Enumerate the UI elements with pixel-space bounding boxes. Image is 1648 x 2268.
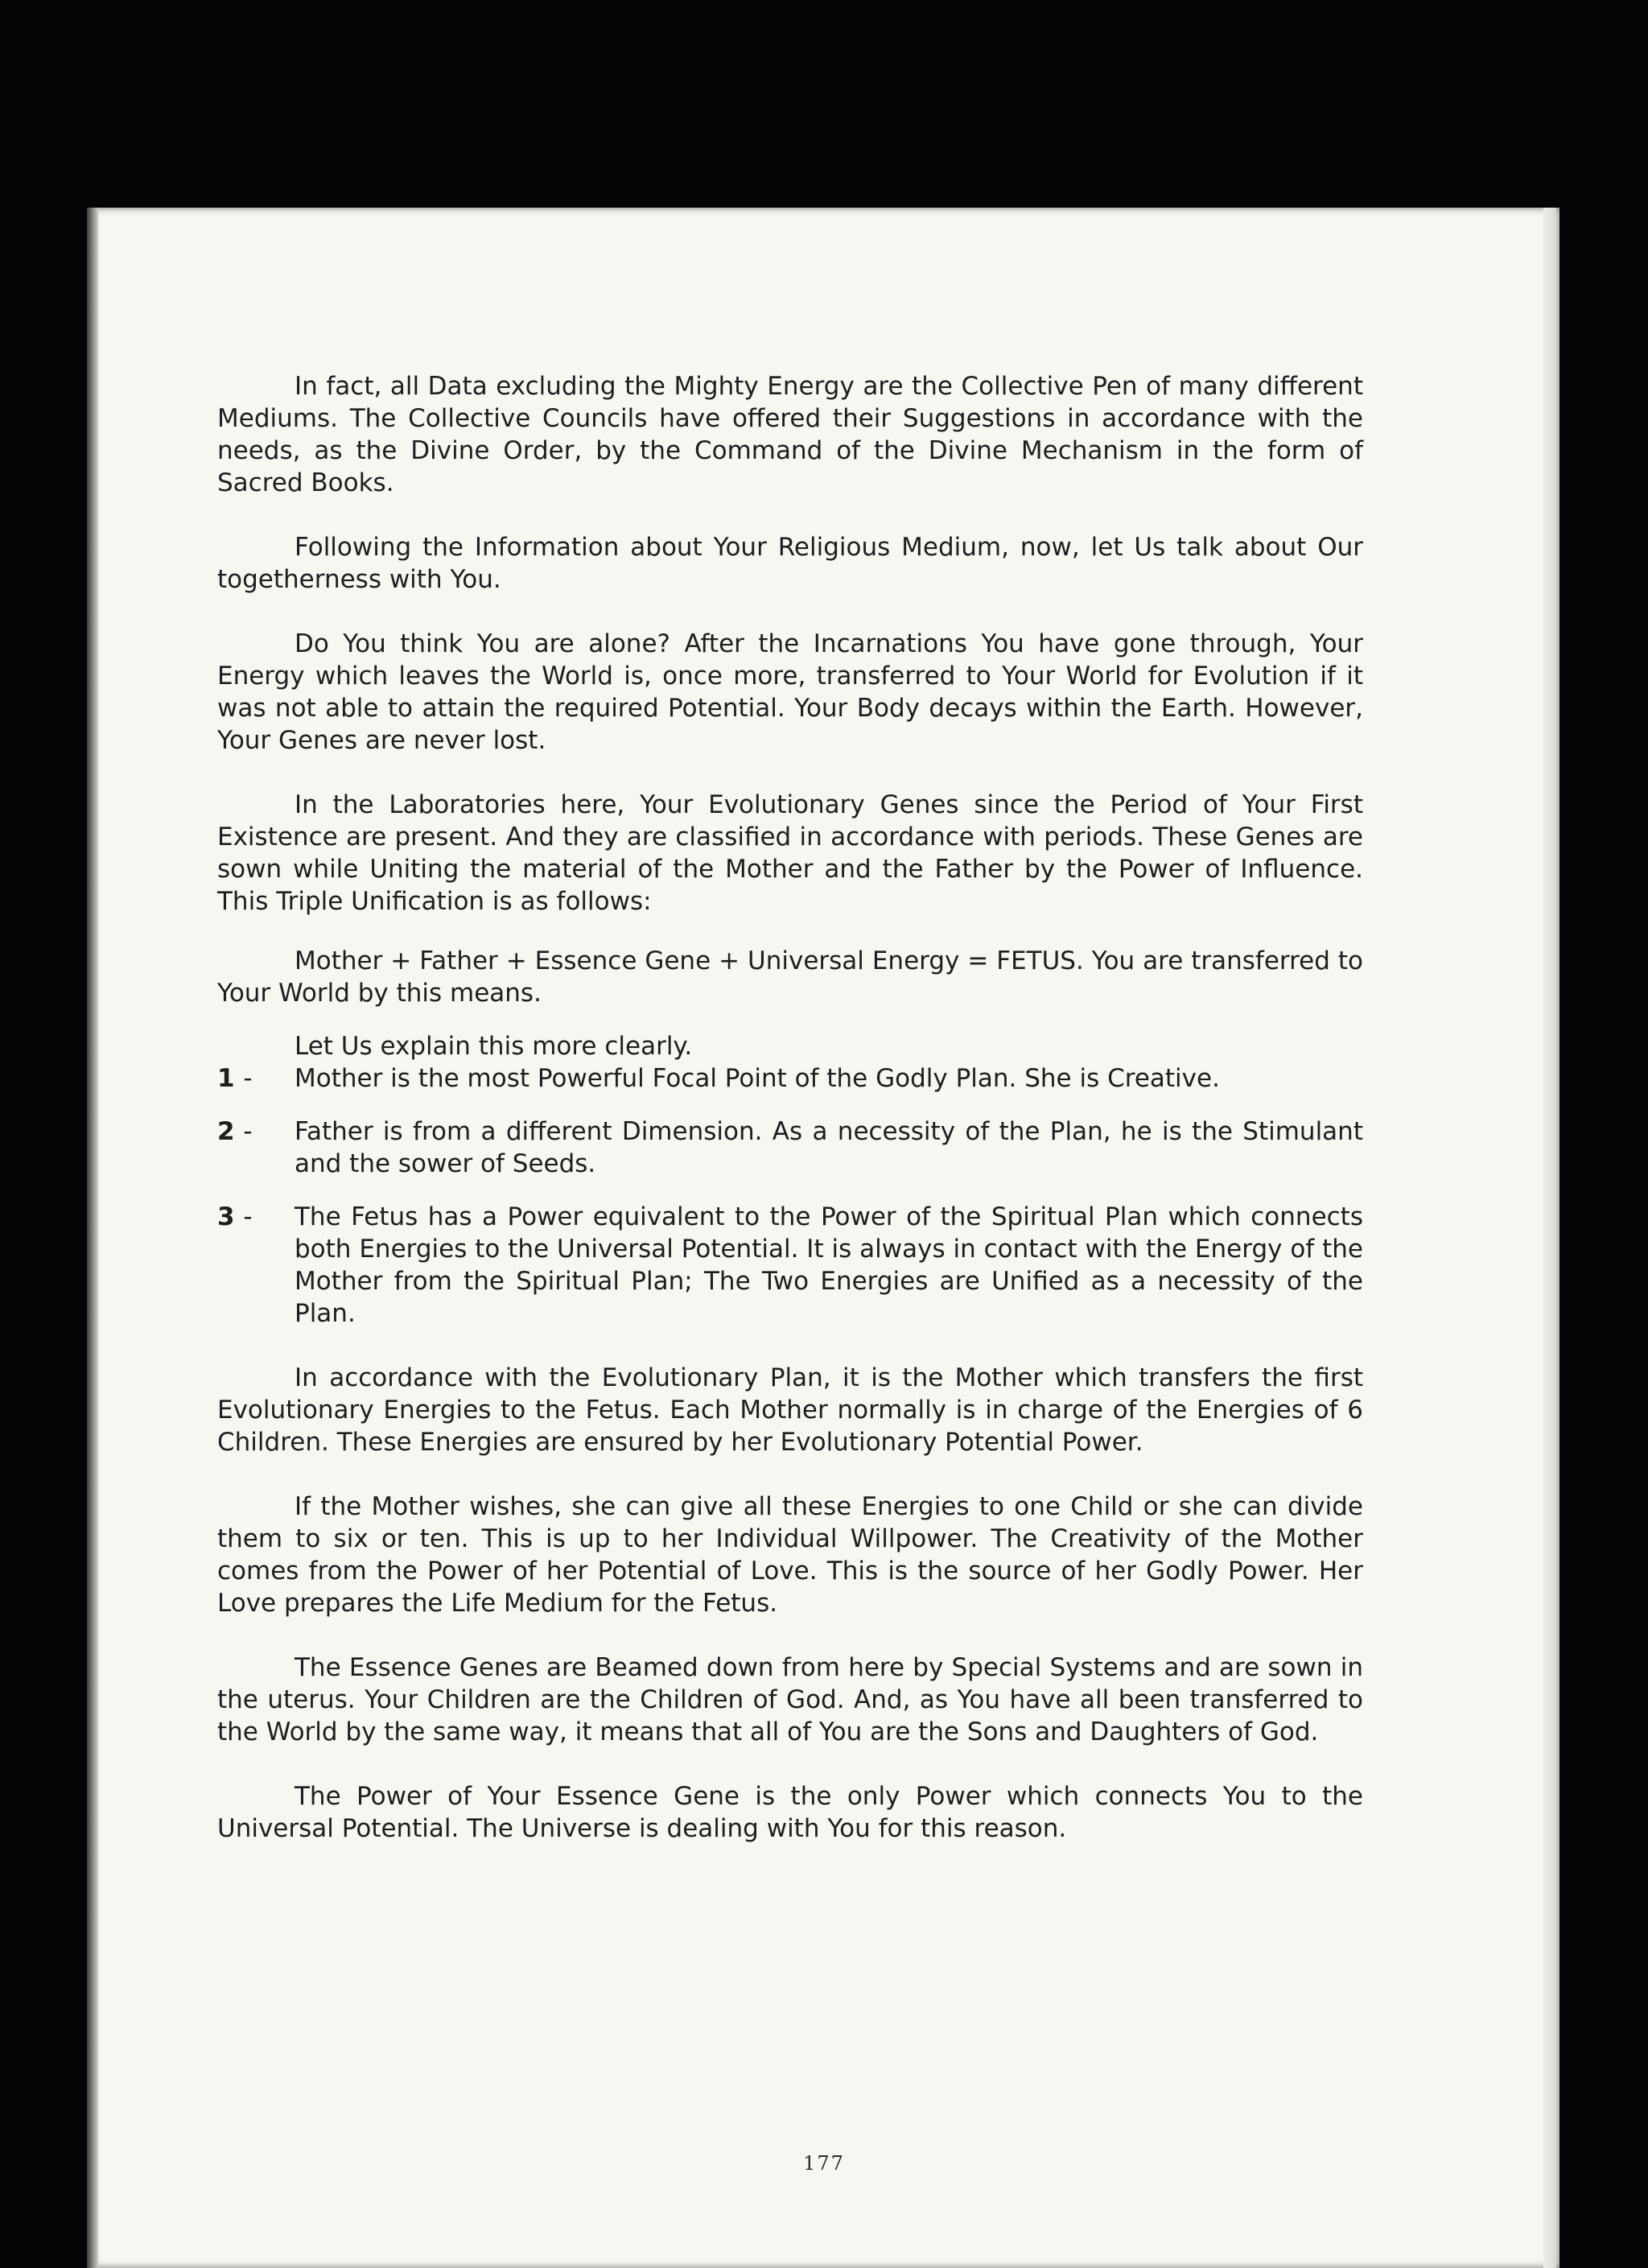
list-item bbox=[217, 1201, 1363, 1330]
paragraph: Do You think You are alone? After the Incarnations You have gone through, Your Energy which leaves the World is, once more, transferred to Your World for Evolution if it was not able to attain the required Potential. Your Body decays within the Earth. However, Your Genes are never lost. bbox=[217, 629, 1363, 755]
paragraph: Following the Information about Your Religious Medium, now, let Us talk about Our togetherness with You. bbox=[217, 533, 1363, 594]
page-binding-shadow bbox=[87, 208, 98, 2268]
page-body-text bbox=[217, 370, 1363, 1845]
list-number: 1 - bbox=[217, 1064, 253, 1093]
list-item bbox=[217, 1115, 1363, 1180]
paragraph: Let Us explain this more clearly. bbox=[295, 1032, 693, 1061]
list-number: 3 - bbox=[217, 1202, 253, 1231]
list-number: 2 - bbox=[217, 1117, 253, 1146]
page-number: 177 bbox=[803, 2152, 845, 2175]
paragraph: In fact, all Data excluding the Mighty Energy are the Collective Pen of many different Mediums. The Collective Councils have offered their Suggestions in accordance with the needs, as the Divine Order, by the Command of the Divine Mechanism in the form of Sacred Books. bbox=[217, 372, 1363, 497]
paragraph: Mother + Father + Essence Gene + Universal Energy = FETUS. You are transferred to Your World by this means. bbox=[217, 946, 1363, 1008]
paragraph: The Essence Genes are Beamed down from here by Special Systems and are sown in the uterus. Your Children are the Children of God. And, as You have all been transferred to the World by the same way, it means that all of You are the Sons and Daughters of God. bbox=[217, 1653, 1363, 1746]
paragraph: In the Laboratories here, Your Evolutionary Genes since the Period of Your First Existence are present. And they are classified in accordance with periods. These Genes are sown while Uniting the material of the Mother and the Father by the Power of Influence. This Triple Unification is as follows: bbox=[217, 790, 1363, 916]
list-item-text: The Fetus has a Power equivalent to the Power of the Spiritual Plan which connects both Energies to the Universal Potential. It is always in contact with the Energy of the Mother from the Spiritual Plan; The Two Energies are Unified as a necessity of the Plan. bbox=[295, 1202, 1363, 1328]
list-item-text: Father is from a different Dimension. As a necessity of the Plan, he is the Stimulant and the sower of Seeds. bbox=[295, 1117, 1363, 1178]
page-edge bbox=[1543, 208, 1556, 2268]
list-item-text: Mother is the most Powerful Focal Point of the Godly Plan. She is Creative. bbox=[295, 1064, 1220, 1093]
paragraph: The Power of Your Essence Gene is the only Power which connects You to the Universal Potential. The Universe is dealing with You for this reason. bbox=[217, 1782, 1363, 1843]
paragraph: If the Mother wishes, she can give all these Energies to one Child or she can divide them to six or ten. This is up to her Individual Willpower. The Creativity of the Mother comes from the Power of her Potential of Love. This is the source of her Godly Power. Her Love prepares the Life Medium for the Fetus. bbox=[217, 1492, 1363, 1618]
list-item bbox=[217, 1062, 1363, 1095]
numbered-list bbox=[217, 1062, 1363, 1330]
paragraph: In accordance with the Evolutionary Plan, it is the Mother which transfers the first Evolutionary Energies to the Fetus. Each Mother normally is in charge of the Energies of 6 Children. These Energies are ensured by her Evolutionary Potential Power. bbox=[217, 1363, 1363, 1457]
